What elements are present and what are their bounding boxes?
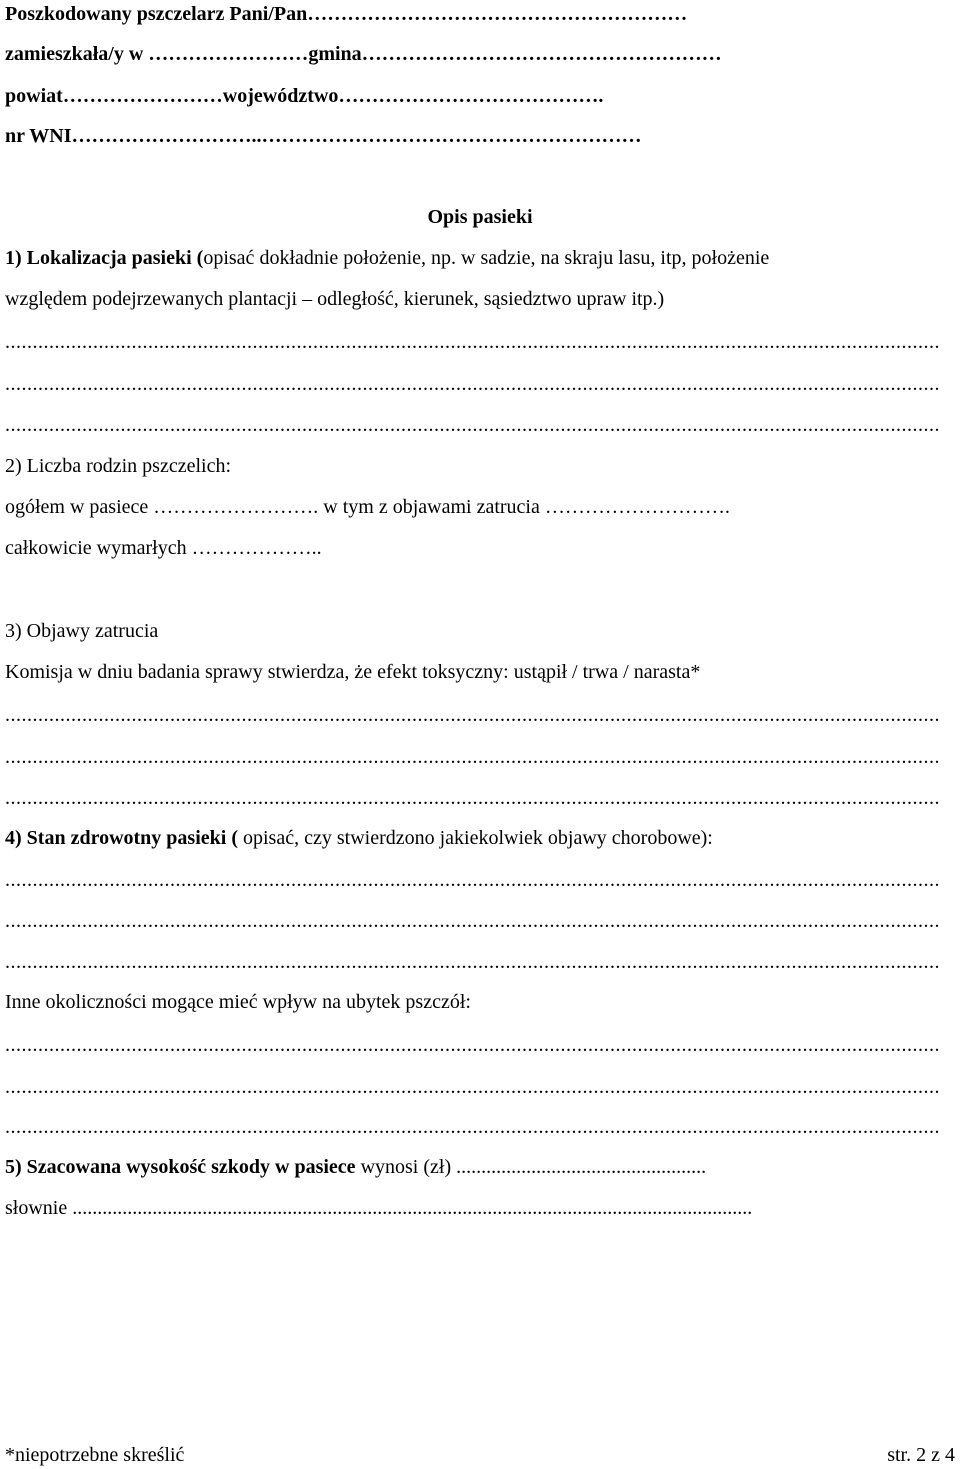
dotted-answer-line: .......................................................................................................................................................................... [5,910,940,932]
dotted-answer-line: .......................................................................................................................................................................... [5,869,940,891]
voivodeship-label: województwo [222,85,339,107]
page-title: Opis pasieki [427,206,533,228]
dotted-answer-line: .......................................................................................................................................................................... [5,746,940,768]
dotted-answer-line: .......................................................................................................................................................................... [5,787,940,809]
dead-colonies: całkowicie wymarłych ……………….. [5,537,322,559]
wni-number-line: nr WNI………………………..………………………………………………… [5,125,642,147]
commune-label: gmina [308,43,362,65]
dotted-answer-line: .......................................................................................................................................................................... [5,704,940,726]
section-1-desc-a: opisać dokładnie położenie, np. w sadzie, na skraju lasu, itp, położenie [203,247,770,269]
residence-label: zamieszkała/y w …………………… [5,43,309,65]
section-3-text: Komisja w dniu badania sprawy stwierdza, że efekt toksyczny: ustąpił / trwa / narasta* [5,661,701,683]
other-circumstances-label: Inne okoliczności mogące mieć wpływ na ubytek pszczół: [5,991,471,1013]
residence-line [5,42,956,66]
dotted-answer-line: .......................................................................................................................................................................... [5,414,940,436]
section-2-heading: 2) Liczba rodzin pszczelich: [5,455,231,477]
section-5-heading [5,1155,956,1179]
footnote: *niepotrzebne skreślić [5,1444,185,1466]
section-4-title: 4) Stan zdrowotny pasieki ( [5,827,238,849]
section-1-title: 1) Lokalizacja pasieki ( [5,247,204,269]
dotted-answer-line: .......................................................................................................................................................................... [5,951,940,973]
total-colonies: ogółem w pasiece ……………………. [5,496,319,518]
injured-beekeeper-line: Poszkodowany pszczelarz Pani/Pan………………………………………………… [5,3,688,25]
poisoned-colonies: w tym z objawami zatrucia ………………………. [323,496,730,518]
damage-amount: wynosi (zł) .................................................. [355,1156,707,1178]
dotted-answer-line: .......................................................................................................................................................................... [5,1116,940,1138]
section-1-heading [5,246,956,270]
dotted-answer-line: .......................................................................................................................................................................... [5,331,940,353]
district-label: powiat…………………… [5,85,223,107]
dotted-answer-line: .......................................................................................................................................................................... [5,1076,940,1098]
section-5-title: 5) Szacowana wysokość szkody w pasiece [5,1156,356,1178]
amount-in-words: słownie ........................................................................................................................................ [5,1197,753,1219]
section-3-heading: 3) Objawy zatrucia [5,620,159,642]
page-number: str. 2 z 4 [887,1444,955,1466]
section-4-desc: opisać, czy stwierdzono jakiekolwiek objawy chorobowe): [238,827,713,849]
dotted-answer-line: .......................................................................................................................................................................... [5,373,940,395]
section-4-heading [5,826,956,850]
dotted-answer-line: .......................................................................................................................................................................... [5,1034,940,1056]
commune-blank: ……………………………………………… [361,43,722,65]
colonies-line [5,495,956,519]
section-1-desc-b: względem podejrzewanych plantacji – odległość, kierunek, sąsiedztwo upraw itp.) [5,288,665,310]
district-line [5,84,956,108]
voivodeship-blank: …………………………………. [338,85,604,107]
